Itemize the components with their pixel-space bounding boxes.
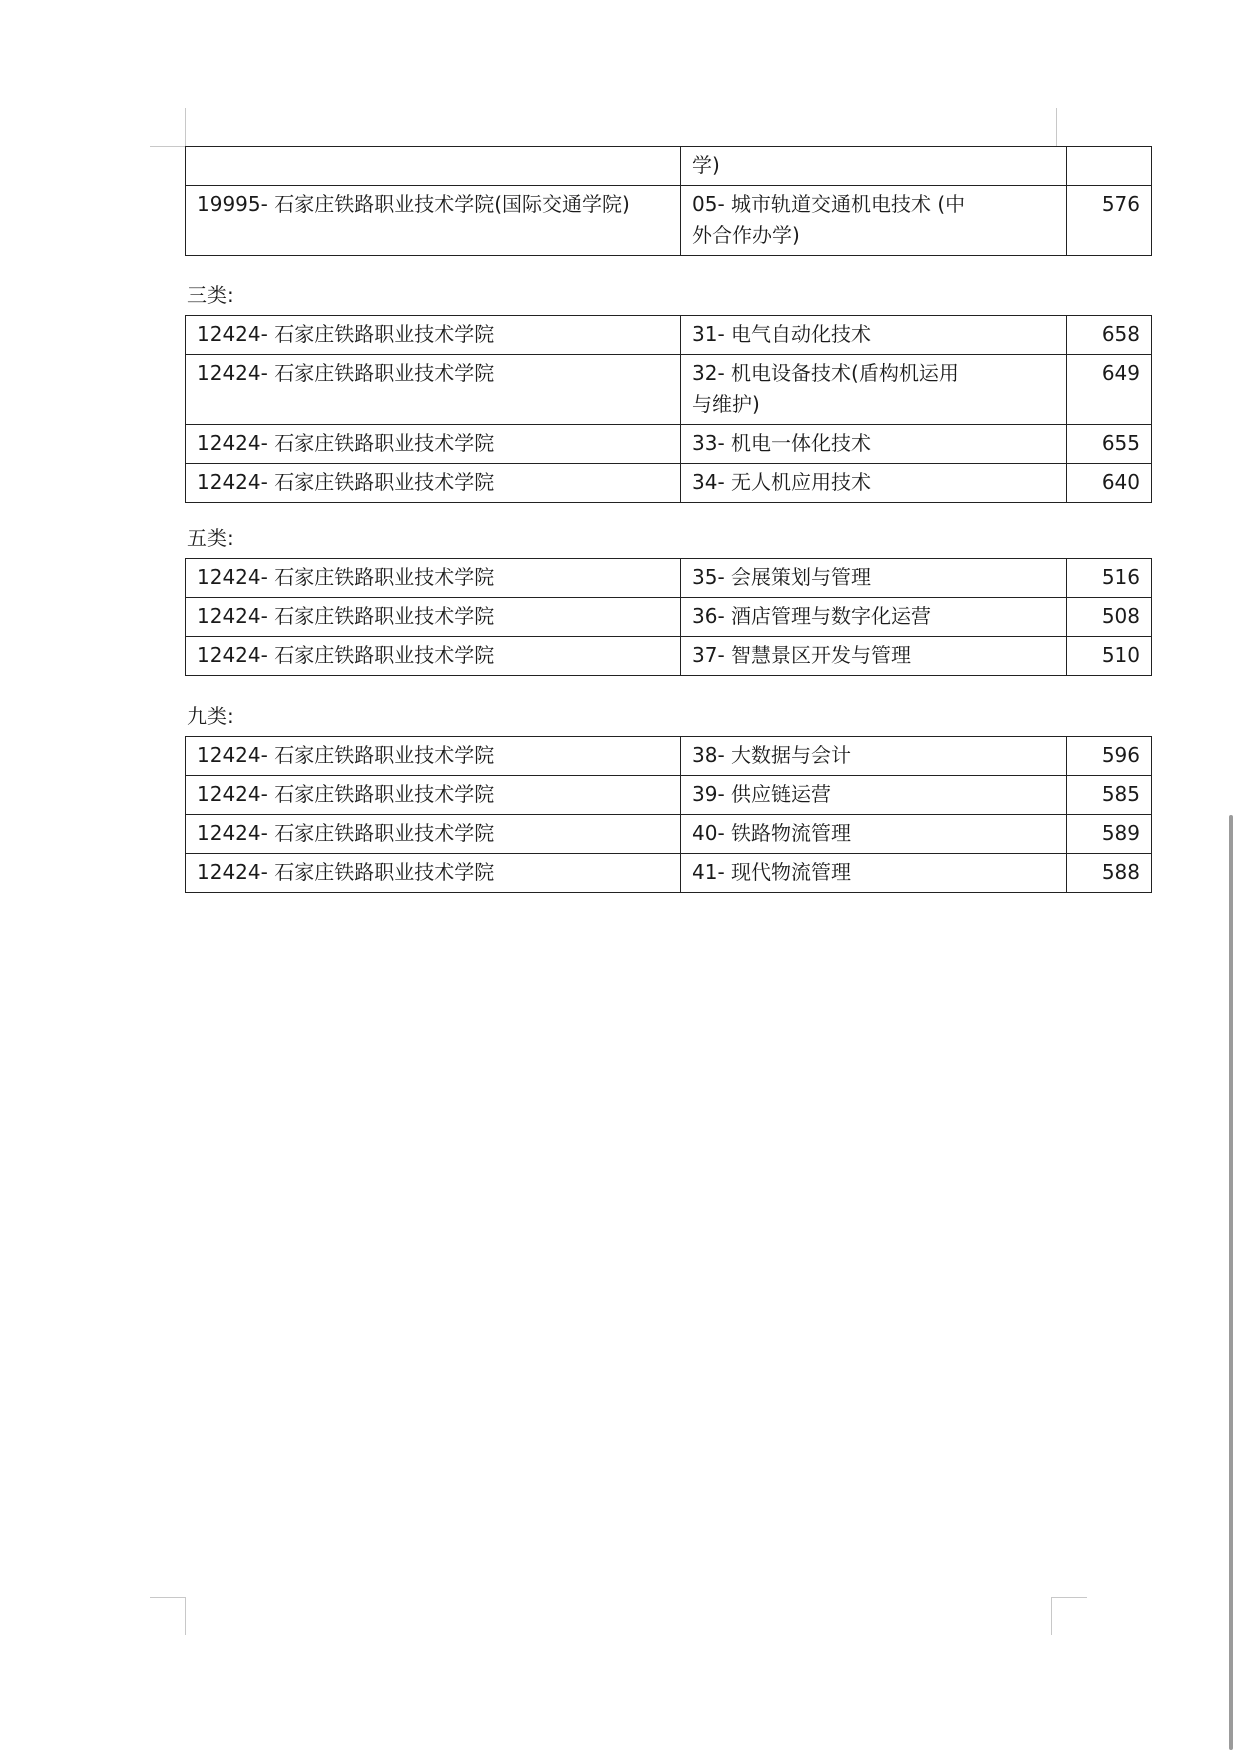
table-row (186, 559, 1152, 598)
school-cell: 12424- 石家庄铁路职业技术学院 (186, 464, 681, 503)
school-cell (186, 147, 681, 186)
table-row (186, 815, 1152, 854)
crop-mark-top-left-vertical (185, 108, 186, 146)
major-line: 32- 机电设备技术(盾构机运用 (692, 361, 959, 385)
major-cell (681, 737, 1067, 776)
score-cell: 649 (1067, 355, 1152, 425)
school-cell: 12424- 石家庄铁路职业技术学院 (186, 559, 681, 598)
score-cell: 510 (1067, 637, 1152, 676)
table-row (186, 464, 1152, 503)
section-category-9 (185, 702, 1151, 893)
school-cell: 12424- 石家庄铁路职业技术学院 (186, 598, 681, 637)
major-cell (681, 815, 1067, 854)
admission-table (185, 315, 1152, 503)
table-row (186, 186, 1152, 256)
major-cell (681, 425, 1067, 464)
major-cell (681, 147, 1067, 186)
major-cell (681, 559, 1067, 598)
section-continuation (185, 146, 1151, 256)
major-line: 35- 会展策划与管理 (692, 565, 872, 589)
admission-table (185, 558, 1152, 676)
crop-mark-bottom-left-vertical (185, 1597, 186, 1635)
major-line: 41- 现代物流管理 (692, 860, 852, 884)
school-cell: 12424- 石家庄铁路职业技术学院 (186, 425, 681, 464)
major-line: 38- 大数据与会计 (692, 743, 852, 767)
table-row (186, 737, 1152, 776)
table-row (186, 776, 1152, 815)
table-row (186, 147, 1152, 186)
major-line: 40- 铁路物流管理 (692, 821, 852, 845)
score-cell: 516 (1067, 559, 1152, 598)
table-row (186, 598, 1152, 637)
major-line: 39- 供应链运营 (692, 782, 832, 806)
major-cell (681, 776, 1067, 815)
table-row (186, 316, 1152, 355)
score-cell: 588 (1067, 854, 1152, 893)
section-title: 三类: (187, 283, 234, 307)
scrollbar[interactable] (1229, 815, 1233, 1750)
major-cell (681, 854, 1067, 893)
school-cell: 12424- 石家庄铁路职业技术学院 (186, 815, 681, 854)
school-cell: 12424- 石家庄铁路职业技术学院 (186, 737, 681, 776)
major-line: 34- 无人机应用技术 (692, 470, 872, 494)
score-cell: 576 (1067, 186, 1152, 256)
crop-mark-bottom-right-horizontal (1051, 1597, 1087, 1598)
major-line: 37- 智慧景区开发与管理 (692, 643, 912, 667)
score-cell: 655 (1067, 425, 1152, 464)
table-row (186, 854, 1152, 893)
school-cell: 12424- 石家庄铁路职业技术学院 (186, 355, 681, 425)
score-cell: 658 (1067, 316, 1152, 355)
score-cell: 585 (1067, 776, 1152, 815)
major-line: 05- 城市轨道交通机电技术 (中 (692, 192, 966, 216)
major-cell (681, 355, 1067, 425)
table-row (186, 637, 1152, 676)
score-cell (1067, 147, 1152, 186)
school-cell: 12424- 石家庄铁路职业技术学院 (186, 854, 681, 893)
school-cell: 12424- 石家庄铁路职业技术学院 (186, 316, 681, 355)
table-row (186, 425, 1152, 464)
score-cell: 640 (1067, 464, 1152, 503)
crop-mark-top-left-horizontal (150, 146, 186, 147)
major-cell (681, 316, 1067, 355)
section-category-3 (185, 281, 1151, 503)
section-category-5 (185, 524, 1151, 676)
school-cell: 12424- 石家庄铁路职业技术学院 (186, 637, 681, 676)
table-row (186, 355, 1152, 425)
score-cell: 596 (1067, 737, 1152, 776)
admission-table (185, 146, 1152, 256)
major-line: 36- 酒店管理与数字化运营 (692, 604, 932, 628)
crop-mark-bottom-right-vertical (1051, 1597, 1052, 1635)
score-cell: 508 (1067, 598, 1152, 637)
section-title: 九类: (187, 704, 234, 728)
major-cell (681, 464, 1067, 503)
crop-mark-bottom-left-horizontal (150, 1597, 186, 1598)
score-cell: 589 (1067, 815, 1152, 854)
section-title: 五类: (187, 526, 234, 550)
major-line: 31- 电气自动化技术 (692, 322, 872, 346)
major-line: 外合作办学) (692, 223, 800, 247)
crop-mark-top-right-vertical (1056, 108, 1057, 146)
major-cell (681, 186, 1067, 256)
school-cell: 12424- 石家庄铁路职业技术学院 (186, 776, 681, 815)
major-cell (681, 598, 1067, 637)
major-line: 学) (692, 153, 720, 177)
major-line: 与维护) (692, 392, 760, 416)
admission-table (185, 736, 1152, 893)
major-cell (681, 637, 1067, 676)
school-cell: 19995- 石家庄铁路职业技术学院(国际交通学院) (186, 186, 681, 256)
major-line: 33- 机电一体化技术 (692, 431, 872, 455)
